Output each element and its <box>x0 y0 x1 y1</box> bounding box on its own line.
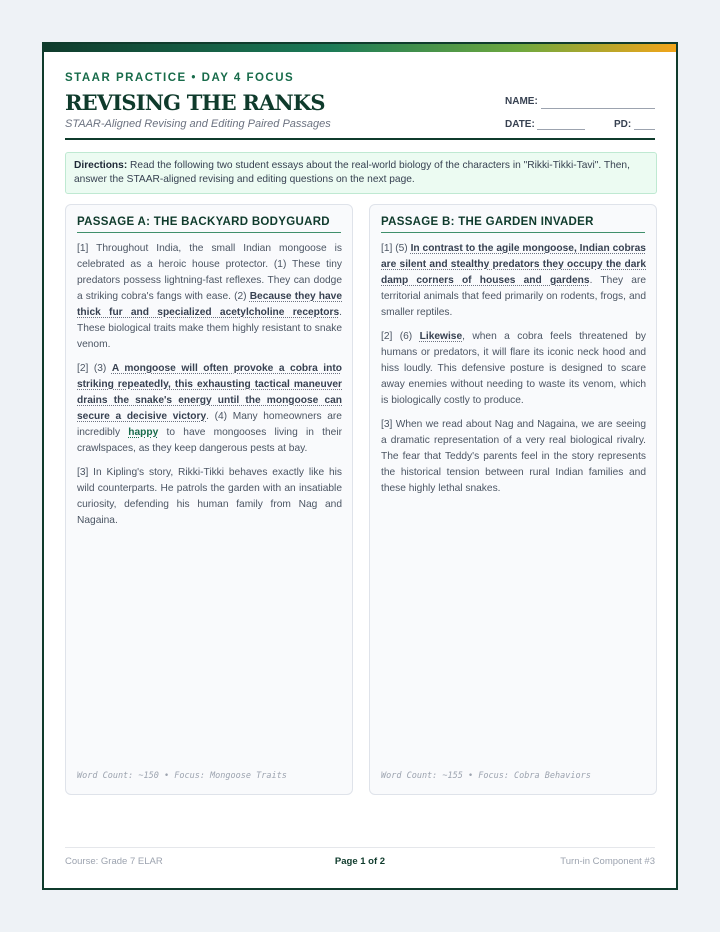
passage-a-panel <box>65 204 353 795</box>
highlighted-word: happy <box>128 427 159 438</box>
text-run: , when a cobra feels threatened by humans or predators, it will flare its iconic neck hood and hiss loudly. This defensive posture is designed to scare away enemies without needing to waste its venom, which is biologically costly to produce. <box>381 331 646 406</box>
text-run: . They are territorial animals that feed primarily on rodents, frogs, and smaller reptiles. <box>381 275 646 318</box>
passage-a-title: PASSAGE A: THE BACKYARD BODYGUARD <box>77 216 341 233</box>
directions-label: Directions: <box>74 160 128 171</box>
underlined-sentence-5: In contrast to the agile mongoose, Indian cobras are silent and stealthy predators they occupy the dark damp corners of houses and gardens <box>381 243 646 286</box>
footer-page-number: Page 1 of 2 <box>334 856 386 867</box>
underlined-sentence-3: A mongoose will often provoke a cobra into striking repeatedly, this exhausting tactical maneuver drains the snake's energy until the mongoose can secure a decisive victory <box>77 363 342 422</box>
passage-a-paragraph-2 <box>77 361 342 457</box>
passage-b-paragraph-2 <box>381 329 646 409</box>
text-run: [1] Throughout India, the small Indian mongoose is celebrated as a heroic house protector. (1) These tiny predators possess lightning-fast reflexes. They can dodge a striking cobra's fangs with ease. (2) <box>77 243 342 302</box>
underlined-sentence-2: Because they have thick fur and specialized acetylcholine receptors <box>77 291 342 318</box>
date-field[interactable] <box>537 129 585 130</box>
passage-b-word-count: Word Count: ~155 • Focus: Cobra Behaviors <box>381 771 591 781</box>
name-label: NAME: <box>505 96 538 107</box>
passage-b-paragraph-1 <box>381 241 646 321</box>
directions-text: Read the following two student essays about the real-world biology of the characters in "Rikki-Tikki-Tavi". Then, answer the STAAR-aligned revising and editing questions on the next page. <box>74 160 630 185</box>
text-run: [2] (3) <box>77 363 112 374</box>
passage-b-body <box>381 241 646 505</box>
period-label: PD: <box>614 119 632 130</box>
directions-box <box>65 152 657 194</box>
footer-component: Turn-in Component #3 <box>560 856 655 867</box>
header-divider <box>65 138 655 140</box>
text-run: [2] (6) <box>381 331 420 342</box>
accent-bar <box>44 44 676 52</box>
passage-b-title: PASSAGE B: THE GARDEN INVADER <box>381 216 645 233</box>
text-run: [1] (5) <box>381 243 411 254</box>
kicker-label: STAAR PRACTICE • DAY 4 FOCUS <box>65 72 295 84</box>
passage-b-paragraph-3: [3] When we read about Nag and Nagaina, we are seeing a dramatic representation of a very real biological rivalry. The fear that Teddy's parents feel in the story represents the historical tension between rural Indian families and these highly lethal snakes. <box>381 419 646 494</box>
passage-a-paragraph-1 <box>77 241 342 353</box>
period-field[interactable] <box>634 129 655 130</box>
page-subtitle: STAAR-Aligned Revising and Editing Paired Passages <box>65 118 331 130</box>
text-run: to have mongooses living in their crawlspaces, as they keep dangerous pests at bay. <box>77 427 342 454</box>
passage-a-paragraph-3: [3] In Kipling's story, Rikki-Tikki behaves exactly like his wild counterparts. He patrols the garden with an insatiable curiosity, defending his human family from Nag and Nagaina. <box>77 467 342 526</box>
page-title: REVISING THE RANKS <box>65 90 325 115</box>
passage-a-word-count: Word Count: ~150 • Focus: Mongoose Traits <box>77 771 287 781</box>
worksheet-page <box>42 42 678 890</box>
passage-b-panel <box>369 204 657 795</box>
footer-course: Course: Grade 7 ELAR <box>65 856 163 867</box>
date-label: DATE: <box>505 119 535 130</box>
underlined-word-6: Likewise <box>419 331 463 342</box>
passage-a-body <box>77 241 342 537</box>
text-run: . These biological traits make them highly resistant to snake venom. <box>77 307 342 350</box>
text-run: . (4) Many homeowners are incredibly <box>77 411 342 438</box>
footer-divider <box>65 847 655 848</box>
name-field[interactable] <box>541 108 655 109</box>
